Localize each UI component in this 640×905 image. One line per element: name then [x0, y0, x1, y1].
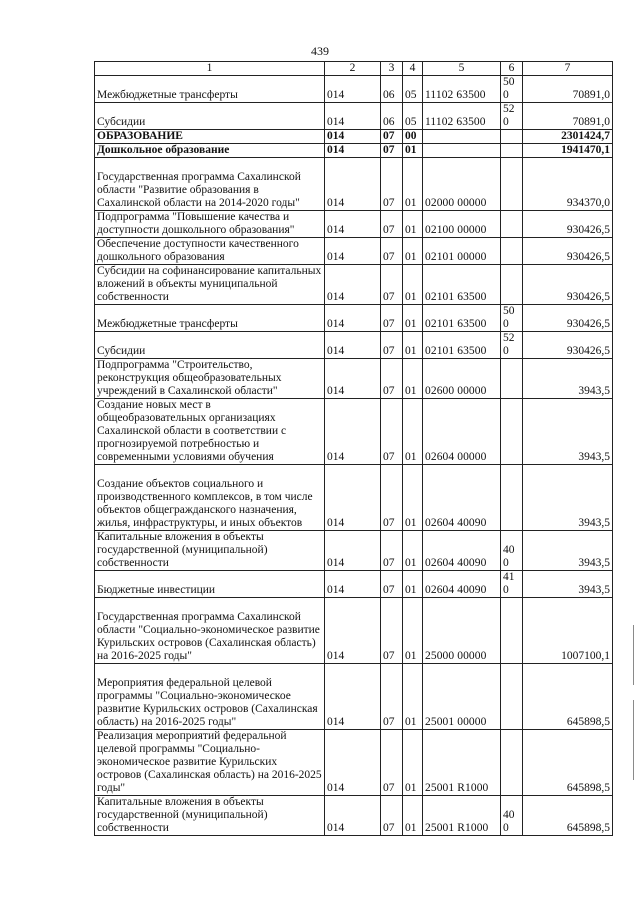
- target-article: 02101 63500: [423, 305, 501, 332]
- table-row: [95, 305, 613, 332]
- table-row: [95, 144, 613, 158]
- subsection-code: 01: [403, 158, 423, 211]
- ministry-code: 014: [325, 158, 381, 211]
- ministry-code: 014: [325, 211, 381, 238]
- subsection-code: 00: [403, 130, 423, 144]
- subsection-code: 01: [403, 664, 423, 730]
- scan-edge-mark: [633, 700, 634, 780]
- ministry-code: 014: [325, 664, 381, 730]
- ministry-code: 014: [325, 465, 381, 531]
- row-name: Капитальные вложения в объекты государственной (муниципальной) собственности: [95, 796, 325, 836]
- col-header-expense-type: 6: [501, 62, 523, 76]
- expense-type: [501, 359, 523, 399]
- target-article: [423, 144, 501, 158]
- section-code: 07: [381, 664, 403, 730]
- expense-type: 400: [501, 531, 523, 571]
- expense-type: [501, 130, 523, 144]
- expense-type: [501, 144, 523, 158]
- ministry-code: 014: [325, 571, 381, 598]
- amount: 3943,5: [523, 531, 613, 571]
- scan-edge-mark: [633, 625, 634, 685]
- row-name: Бюджетные инвестиции: [95, 571, 325, 598]
- section-code: 07: [381, 571, 403, 598]
- section-code: 07: [381, 211, 403, 238]
- amount: 70891,0: [523, 76, 613, 103]
- amount: 3943,5: [523, 399, 613, 465]
- amount: 645898,5: [523, 796, 613, 836]
- page-number: 439: [311, 44, 329, 58]
- expense-type: [501, 598, 523, 664]
- expense-type: 410: [501, 571, 523, 598]
- section-code: 07: [381, 730, 403, 796]
- section-code: 07: [381, 796, 403, 836]
- section-code: 07: [381, 238, 403, 265]
- target-article: 02000 00000: [423, 158, 501, 211]
- target-article: 02604 00000: [423, 399, 501, 465]
- amount: 930426,5: [523, 265, 613, 305]
- row-name: Государственная программа Сахалинской области "Развитие образования в Сахалинской области на 2014-2020 годы": [95, 158, 325, 211]
- expense-type: 520: [501, 332, 523, 359]
- subsection-code: 01: [403, 144, 423, 158]
- row-name: Субсидии: [95, 103, 325, 130]
- ministry-code: 014: [325, 130, 381, 144]
- target-article: 02100 00000: [423, 211, 501, 238]
- col-header-subsection: 4: [403, 62, 423, 76]
- subsection-code: 01: [403, 730, 423, 796]
- budget-table: [94, 61, 613, 836]
- subsection-code: 01: [403, 359, 423, 399]
- subsection-code: 01: [403, 796, 423, 836]
- ministry-code: 014: [325, 531, 381, 571]
- row-name: Создание новых мест в общеобразовательных организациях Сахалинской области в соответствии с прогнозируемой потребностью и современными условиями обучения: [95, 399, 325, 465]
- amount: 70891,0: [523, 103, 613, 130]
- table-row: [95, 76, 613, 103]
- section-code: 07: [381, 144, 403, 158]
- header-row: [95, 62, 613, 76]
- col-header-name: 1: [95, 62, 325, 76]
- ministry-code: 014: [325, 238, 381, 265]
- target-article: 25000 00000: [423, 598, 501, 664]
- ministry-code: 014: [325, 730, 381, 796]
- expense-type: [501, 238, 523, 265]
- target-article: 02600 00000: [423, 359, 501, 399]
- table-row: [95, 531, 613, 571]
- section-code: 07: [381, 305, 403, 332]
- col-header-ministry: 2: [325, 62, 381, 76]
- ministry-code: 014: [325, 305, 381, 332]
- table-row: [95, 238, 613, 265]
- table-row: [95, 158, 613, 211]
- col-header-amount: 7: [523, 62, 613, 76]
- subsection-code: 01: [403, 305, 423, 332]
- subsection-code: 05: [403, 103, 423, 130]
- ministry-code: 014: [325, 598, 381, 664]
- table-row: [95, 332, 613, 359]
- ministry-code: 014: [325, 76, 381, 103]
- amount: 3943,5: [523, 571, 613, 598]
- row-name: Межбюджетные трансферты: [95, 305, 325, 332]
- amount: 930426,5: [523, 332, 613, 359]
- subsection-code: 01: [403, 571, 423, 598]
- subsection-code: 01: [403, 465, 423, 531]
- table-row: [95, 265, 613, 305]
- row-name: Капитальные вложения в объекты государственной (муниципальной) собственности: [95, 531, 325, 571]
- row-name: Государственная программа Сахалинской области "Социально-экономическое развитие Курильских островов (Сахалинская область) на 2016-2025 годы": [95, 598, 325, 664]
- expense-type: 400: [501, 796, 523, 836]
- row-name: Субсидии на софинансирование капитальных вложений в объекты муниципальной собственности: [95, 265, 325, 305]
- expense-type: 500: [501, 305, 523, 332]
- expense-type: [501, 399, 523, 465]
- table-row: [95, 103, 613, 130]
- target-article: [423, 130, 501, 144]
- section-code: 07: [381, 465, 403, 531]
- table-row: [95, 399, 613, 465]
- expense-type: [501, 465, 523, 531]
- table-row: [95, 598, 613, 664]
- target-article: 11102 63500: [423, 103, 501, 130]
- target-article: 11102 63500: [423, 76, 501, 103]
- expense-type: [501, 211, 523, 238]
- target-article: 02101 63500: [423, 265, 501, 305]
- section-code: 06: [381, 76, 403, 103]
- row-name: Межбюджетные трансферты: [95, 76, 325, 103]
- subsection-code: 01: [403, 211, 423, 238]
- row-name: Реализация мероприятий федеральной целевой программы "Социально-экономическое развитие Курильских островов (Сахалинская область) на 2016-2025 годы": [95, 730, 325, 796]
- section-code: 07: [381, 332, 403, 359]
- section-code: 07: [381, 399, 403, 465]
- section-code: 06: [381, 103, 403, 130]
- target-article: 25001 R1000: [423, 796, 501, 836]
- expense-type: [501, 730, 523, 796]
- table-row: [95, 730, 613, 796]
- amount: 3943,5: [523, 359, 613, 399]
- amount: 930426,5: [523, 238, 613, 265]
- table-row: [95, 465, 613, 531]
- row-name: Субсидии: [95, 332, 325, 359]
- amount: 1007100,1: [523, 598, 613, 664]
- table-row: [95, 664, 613, 730]
- subsection-code: 05: [403, 76, 423, 103]
- col-header-target-article: 5: [423, 62, 501, 76]
- section-code: 07: [381, 265, 403, 305]
- subsection-code: 01: [403, 399, 423, 465]
- expense-type: [501, 664, 523, 730]
- amount: 2301424,7: [523, 130, 613, 144]
- table-row: [95, 211, 613, 238]
- target-article: 02101 63500: [423, 332, 501, 359]
- section-code: 07: [381, 598, 403, 664]
- ministry-code: 014: [325, 399, 381, 465]
- ministry-code: 014: [325, 144, 381, 158]
- row-name: Мероприятия федеральной целевой программы "Социально-экономическое развитие Курильских островов (Сахалинская область) на 2016-2025 годы": [95, 664, 325, 730]
- ministry-code: 014: [325, 796, 381, 836]
- row-name: Дошкольное образование: [95, 144, 325, 158]
- subsection-code: 01: [403, 238, 423, 265]
- section-code: 07: [381, 158, 403, 211]
- row-name: Обеспечение доступности качественного дошкольного образования: [95, 238, 325, 265]
- amount: 930426,5: [523, 305, 613, 332]
- target-article: 25001 00000: [423, 664, 501, 730]
- section-code: 07: [381, 130, 403, 144]
- table-row: [95, 130, 613, 144]
- target-article: 02101 00000: [423, 238, 501, 265]
- ministry-code: 014: [325, 265, 381, 305]
- ministry-code: 014: [325, 103, 381, 130]
- target-article: 02604 40090: [423, 465, 501, 531]
- ministry-code: 014: [325, 359, 381, 399]
- table-row: [95, 796, 613, 836]
- row-name: Подпрограмма "Строительство, реконструкция общеобразовательных учреждений в Сахалинской области": [95, 359, 325, 399]
- table-body: [95, 76, 613, 836]
- subsection-code: 01: [403, 531, 423, 571]
- table-row: [95, 571, 613, 598]
- expense-type: 520: [501, 103, 523, 130]
- amount: 1941470,1: [523, 144, 613, 158]
- target-article: 25001 R1000: [423, 730, 501, 796]
- subsection-code: 01: [403, 332, 423, 359]
- row-name: Создание объектов социального и производственного комплексов, в том числе объектов общегражданского назначения, жилья, инфраструктуры, и иных объектов: [95, 465, 325, 531]
- row-name: ОБРАЗОВАНИЕ: [95, 130, 325, 144]
- amount: 3943,5: [523, 465, 613, 531]
- row-name: Подпрограмма "Повышение качества и доступности дошкольного образования": [95, 211, 325, 238]
- amount: 645898,5: [523, 664, 613, 730]
- amount: 645898,5: [523, 730, 613, 796]
- table-row: [95, 359, 613, 399]
- target-article: 02604 40090: [423, 571, 501, 598]
- expense-type: [501, 265, 523, 305]
- section-code: 07: [381, 359, 403, 399]
- subsection-code: 01: [403, 598, 423, 664]
- amount: 934370,0: [523, 158, 613, 211]
- ministry-code: 014: [325, 332, 381, 359]
- section-code: 07: [381, 531, 403, 571]
- expense-type: [501, 158, 523, 211]
- expense-type: 500: [501, 76, 523, 103]
- subsection-code: 01: [403, 265, 423, 305]
- amount: 930426,5: [523, 211, 613, 238]
- target-article: 02604 40090: [423, 531, 501, 571]
- col-header-section: 3: [381, 62, 403, 76]
